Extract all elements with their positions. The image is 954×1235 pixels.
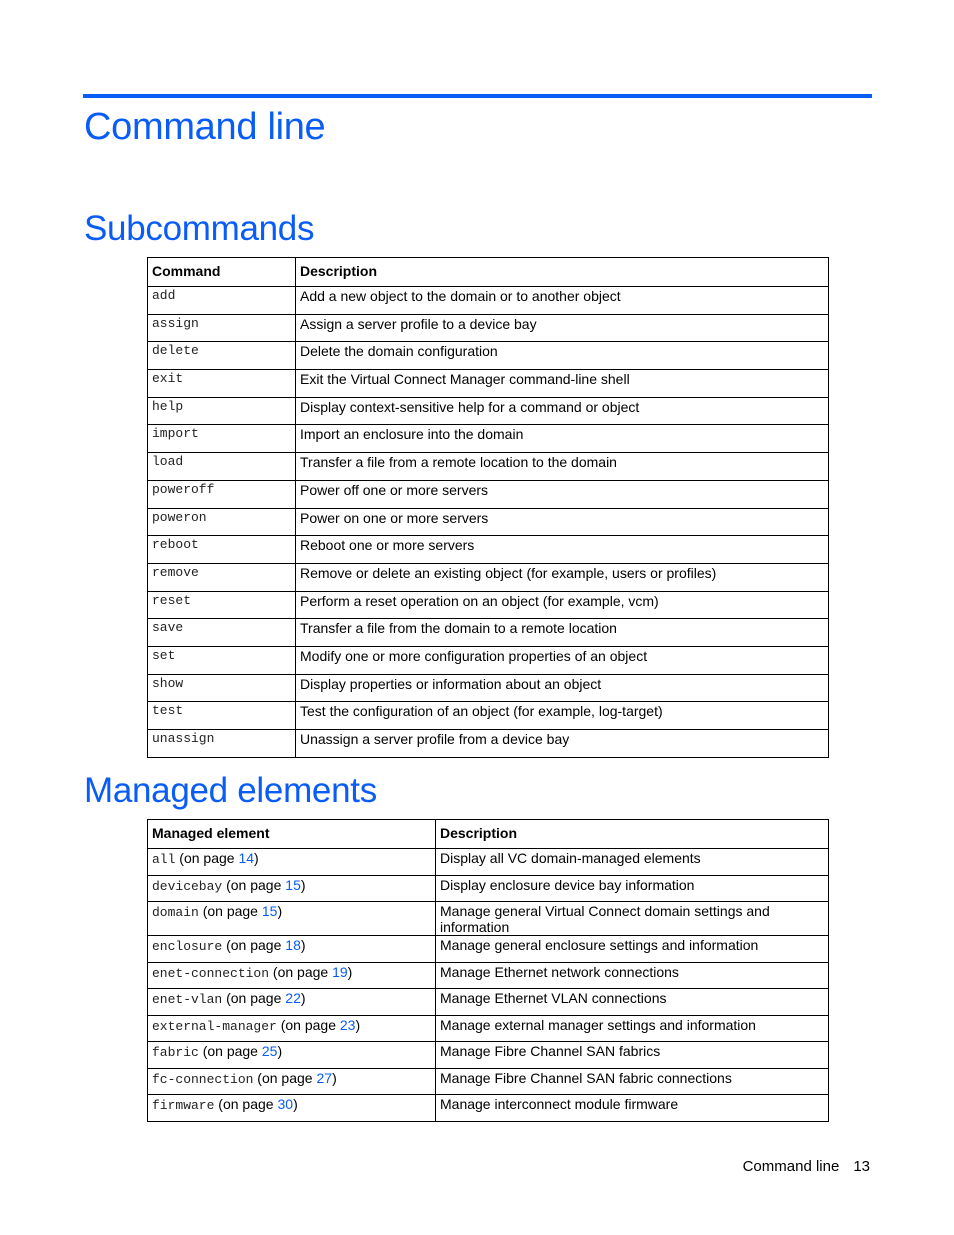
table-row (148, 1042, 829, 1069)
page-ref-link[interactable]: 22 (285, 990, 301, 1006)
command-cell: show (148, 674, 296, 702)
table-row (148, 1068, 829, 1095)
table-row (148, 342, 829, 370)
page-ref-link[interactable]: 15 (285, 876, 301, 893)
managed-elements-heading: Managed elements (84, 771, 377, 810)
element-name: enet-connection (152, 965, 270, 981)
command-cell: add (148, 287, 296, 315)
description-cell: Assign a server profile to a device bay (296, 314, 829, 342)
description-cell: Manage Ethernet VLAN connections (436, 989, 829, 1016)
description-cell: Perform a reset operation on an object (for example, vcm) (296, 591, 829, 619)
table-row (148, 619, 829, 647)
chapter-title: Command line (84, 106, 326, 148)
page-ref-prefix: (on page (198, 1043, 262, 1059)
command-cell: assign (148, 314, 296, 342)
page-ref-link[interactable]: 19 (332, 963, 348, 980)
page-ref-suffix: ) (332, 1069, 337, 1086)
page-ref-prefix: (on page (269, 963, 333, 980)
description-cell: Manage Fibre Channel SAN fabrics (436, 1042, 829, 1069)
command-cell: reboot (148, 536, 296, 564)
page-ref-suffix: ) (277, 1043, 283, 1059)
command-cell: save (148, 619, 296, 647)
element-name: external-manager (152, 1018, 277, 1034)
page-ref-link[interactable]: 25 (261, 1043, 278, 1059)
page-ref-suffix: ) (254, 850, 259, 866)
description-cell: Add a new object to the domain or to another object (296, 287, 829, 315)
page-ref-prefix: (on page (175, 850, 239, 866)
element-cell (148, 902, 436, 936)
element-cell (148, 1068, 436, 1095)
command-cell: delete (148, 342, 296, 370)
element-cell (148, 1095, 436, 1122)
page-ref-link[interactable]: 15 (261, 903, 278, 919)
description-cell: Display enclosure device bay information (436, 875, 829, 902)
command-cell: set (148, 646, 296, 674)
element-name: devicebay (152, 878, 223, 894)
command-cell: help (148, 397, 296, 425)
page-ref-prefix: (on page (253, 1069, 317, 1086)
page-ref-link[interactable]: 27 (316, 1069, 333, 1086)
command-cell: poweron (148, 508, 296, 536)
page-ref-link[interactable]: 30 (277, 1096, 294, 1112)
page-ref-suffix: ) (300, 990, 306, 1006)
element-cell (148, 875, 436, 902)
chapter-top-rule (83, 94, 872, 98)
description-cell: Manage general Virtual Connect domain settings and information (436, 902, 829, 936)
column-header-description: Description (436, 820, 829, 849)
table-row (148, 702, 829, 730)
table-row (148, 314, 829, 342)
column-header-managed-element: Managed element (148, 820, 436, 849)
table-row (148, 536, 829, 564)
subcommands-heading: Subcommands (84, 209, 315, 248)
footer-label: Command line (742, 1158, 840, 1175)
command-cell: poweroff (148, 480, 296, 508)
description-cell: Transfer a file from the domain to a remote location (296, 619, 829, 647)
page-ref-link[interactable]: 14 (238, 850, 255, 866)
table-row (148, 962, 829, 989)
description-cell: Remove or delete an existing object (for example, users or profiles) (296, 563, 829, 591)
element-cell (148, 936, 436, 963)
description-cell: Manage interconnect module firmware (436, 1095, 829, 1122)
page-number: 13 (853, 1158, 870, 1175)
table-row (148, 1015, 829, 1042)
element-name: fc-connection (152, 1071, 254, 1087)
column-header-command: Command (148, 258, 296, 287)
description-cell: Reboot one or more servers (296, 536, 829, 564)
description-cell: Delete the domain configuration (296, 342, 829, 370)
element-name: domain (152, 905, 199, 920)
table-row (148, 989, 829, 1016)
command-cell: reset (148, 591, 296, 619)
page-ref-suffix: ) (355, 1016, 361, 1033)
page-ref-link[interactable]: 18 (285, 937, 301, 953)
page-ref-prefix: (on page (214, 1096, 278, 1112)
table-row (148, 902, 829, 936)
table-row (148, 646, 829, 674)
table-row (148, 397, 829, 425)
description-cell: Exit the Virtual Connect Manager command-line shell (296, 370, 829, 398)
page-ref-link[interactable]: 23 (339, 1016, 356, 1033)
page-ref-suffix: ) (300, 876, 306, 893)
description-cell: Power on one or more servers (296, 508, 829, 536)
description-cell: Manage Fibre Channel SAN fabric connections (436, 1068, 829, 1095)
element-cell (148, 962, 436, 989)
table-row (148, 370, 829, 398)
description-cell: Manage general enclosure settings and information (436, 936, 829, 963)
command-cell: import (148, 425, 296, 453)
command-cell: exit (148, 370, 296, 398)
table-row (148, 480, 829, 508)
table-row (148, 591, 829, 619)
element-cell (148, 849, 436, 876)
page-ref-prefix: (on page (276, 1016, 340, 1033)
table-row (148, 875, 829, 902)
table-header-row (148, 258, 829, 287)
description-cell: Manage Ethernet network connections (436, 962, 829, 989)
table-row (148, 287, 829, 315)
command-cell: unassign (148, 730, 296, 758)
element-cell (148, 1042, 436, 1069)
description-cell: Transfer a file from a remote location to the domain (296, 453, 829, 481)
description-cell: Display properties or information about an object (296, 674, 829, 702)
element-name: fabric (152, 1045, 199, 1060)
table-header-row (148, 820, 829, 849)
page-footer (743, 1158, 870, 1175)
page-ref-prefix: (on page (222, 876, 286, 893)
command-cell: test (148, 702, 296, 730)
element-cell (148, 1015, 436, 1042)
element-name: firmware (152, 1098, 215, 1113)
command-cell: remove (148, 563, 296, 591)
managed-elements-table (147, 819, 829, 1122)
page-ref-suffix: ) (293, 1096, 298, 1112)
element-name: all (152, 852, 176, 867)
table-row (148, 425, 829, 453)
description-cell: Modify one or more configuration properties of an object (296, 646, 829, 674)
element-name: enet-vlan (152, 992, 223, 1007)
page-ref-prefix: (on page (198, 903, 262, 919)
table-row (148, 563, 829, 591)
table-row (148, 849, 829, 876)
page-ref-suffix: ) (277, 903, 283, 919)
table-row (148, 730, 829, 758)
element-cell (148, 989, 436, 1016)
page-ref-prefix: (on page (222, 937, 286, 953)
command-cell: load (148, 453, 296, 481)
page-ref-suffix: ) (347, 963, 353, 980)
description-cell: Import an enclosure into the domain (296, 425, 829, 453)
table-row (148, 936, 829, 963)
page-ref-prefix: (on page (222, 990, 286, 1006)
description-cell: Power off one or more servers (296, 480, 829, 508)
description-cell: Display all VC domain-managed elements (436, 849, 829, 876)
table-row (148, 453, 829, 481)
description-cell: Manage external manager settings and information (436, 1015, 829, 1042)
column-header-description: Description (296, 258, 829, 287)
description-cell: Test the configuration of an object (for example, log-target) (296, 702, 829, 730)
page-ref-suffix: ) (300, 937, 306, 953)
table-row (148, 674, 829, 702)
subcommands-table (147, 257, 829, 758)
table-row (148, 508, 829, 536)
description-cell: Unassign a server profile from a device bay (296, 730, 829, 758)
description-cell: Display context-sensitive help for a command or object (296, 397, 829, 425)
element-name: enclosure (152, 939, 223, 954)
table-row (148, 1095, 829, 1122)
